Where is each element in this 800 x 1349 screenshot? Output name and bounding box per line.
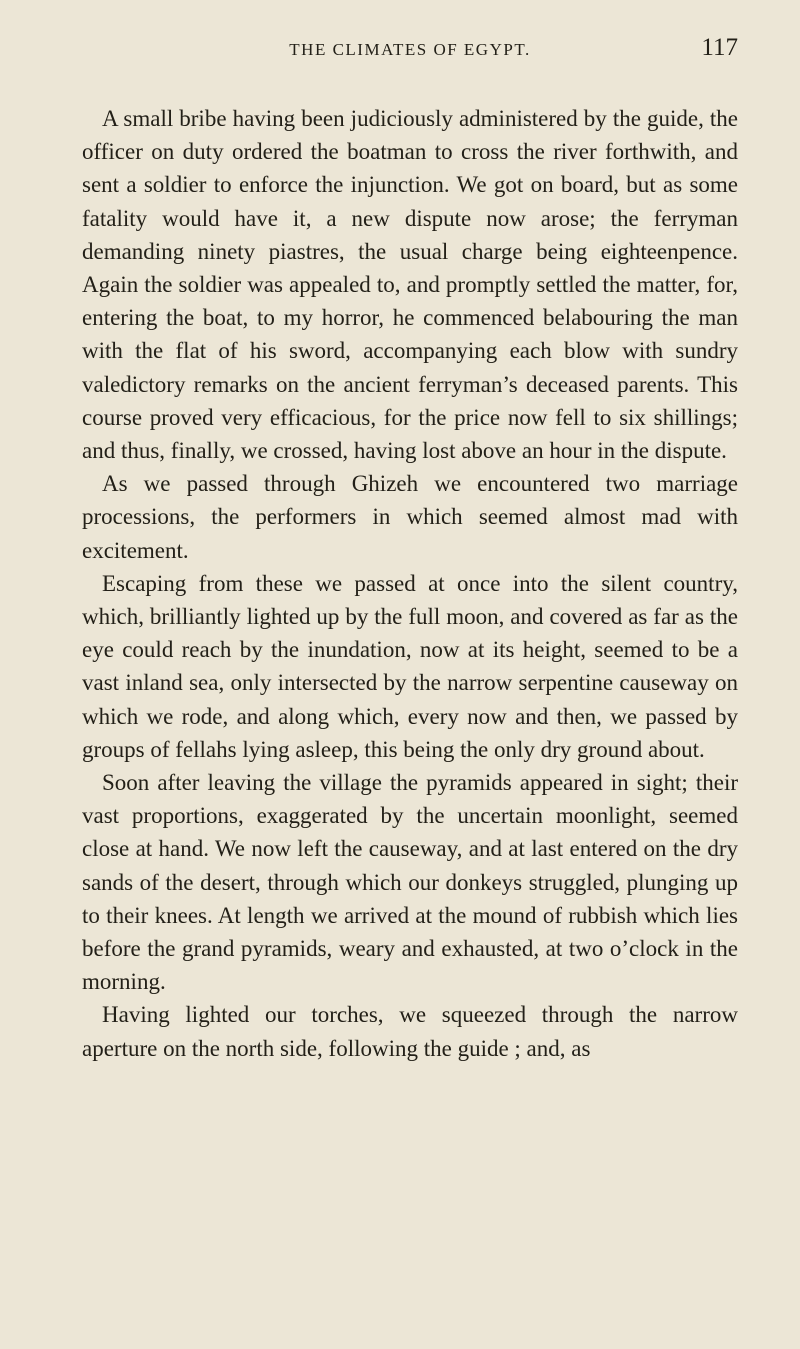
- paragraph: Escaping from these we passed at once into the silent country, which, brilliantly lighted up by the full moon, and covered as far as the eye could reach by the inundation, now at its height, seemed to be a vast inland sea, only intersected by the narrow serpentine causeway on which we rode, and along which, every now and then, we passed by groups of fellahs lying asleep, this being the only dry ground about.: [82, 570, 738, 762]
- running-head-title: THE CLIMATES OF EGYPT.: [289, 40, 531, 59]
- paragraph: As we passed through Ghizeh we encountered two marriage processions, the performers in which seemed almost mad with excitement.: [82, 471, 738, 563]
- paragraph: Soon after leaving the village the pyramids appeared in sight; their vast proportions, exaggerated by the uncertain moonlight, seemed close at hand. We now left the causeway, and at last entered on the dry sands of the desert, through which our donkeys struggled, plunging up to their knees. At length we arrived at the mound of rubbish which lies before the grand pyramids, weary and exhausted, at two o’clock in the morning.: [82, 770, 738, 995]
- paragraph: A small bribe having been judiciously administered by the guide, the officer on duty ordered the boatman to cross the river forthwith, and sent a soldier to enforce the injunction. We got on board, but as some fatality would have it, a new dispute now arose; the ferryman demanding ninety piastres, the usual charge being eighteenpence. Again the soldier was appealed to, and promptly settled the matter, for, entering the boat, to my horror, he commenced belabouring the man with the flat of his sword, accompanying each blow with sundry valedictory remarks on the ancient ferryman’s deceased parents. This course proved very efficacious, for the price now fell to six shillings; and thus, finally, we crossed, having lost above an hour in the dispute.: [82, 106, 738, 464]
- running-head: [82, 34, 738, 74]
- paragraph: Having lighted our torches, we squeezed through the narrow aperture on the north side, following the guide ; and, as: [82, 1002, 738, 1061]
- page-number: 117: [701, 34, 738, 61]
- body-text: [82, 102, 738, 1065]
